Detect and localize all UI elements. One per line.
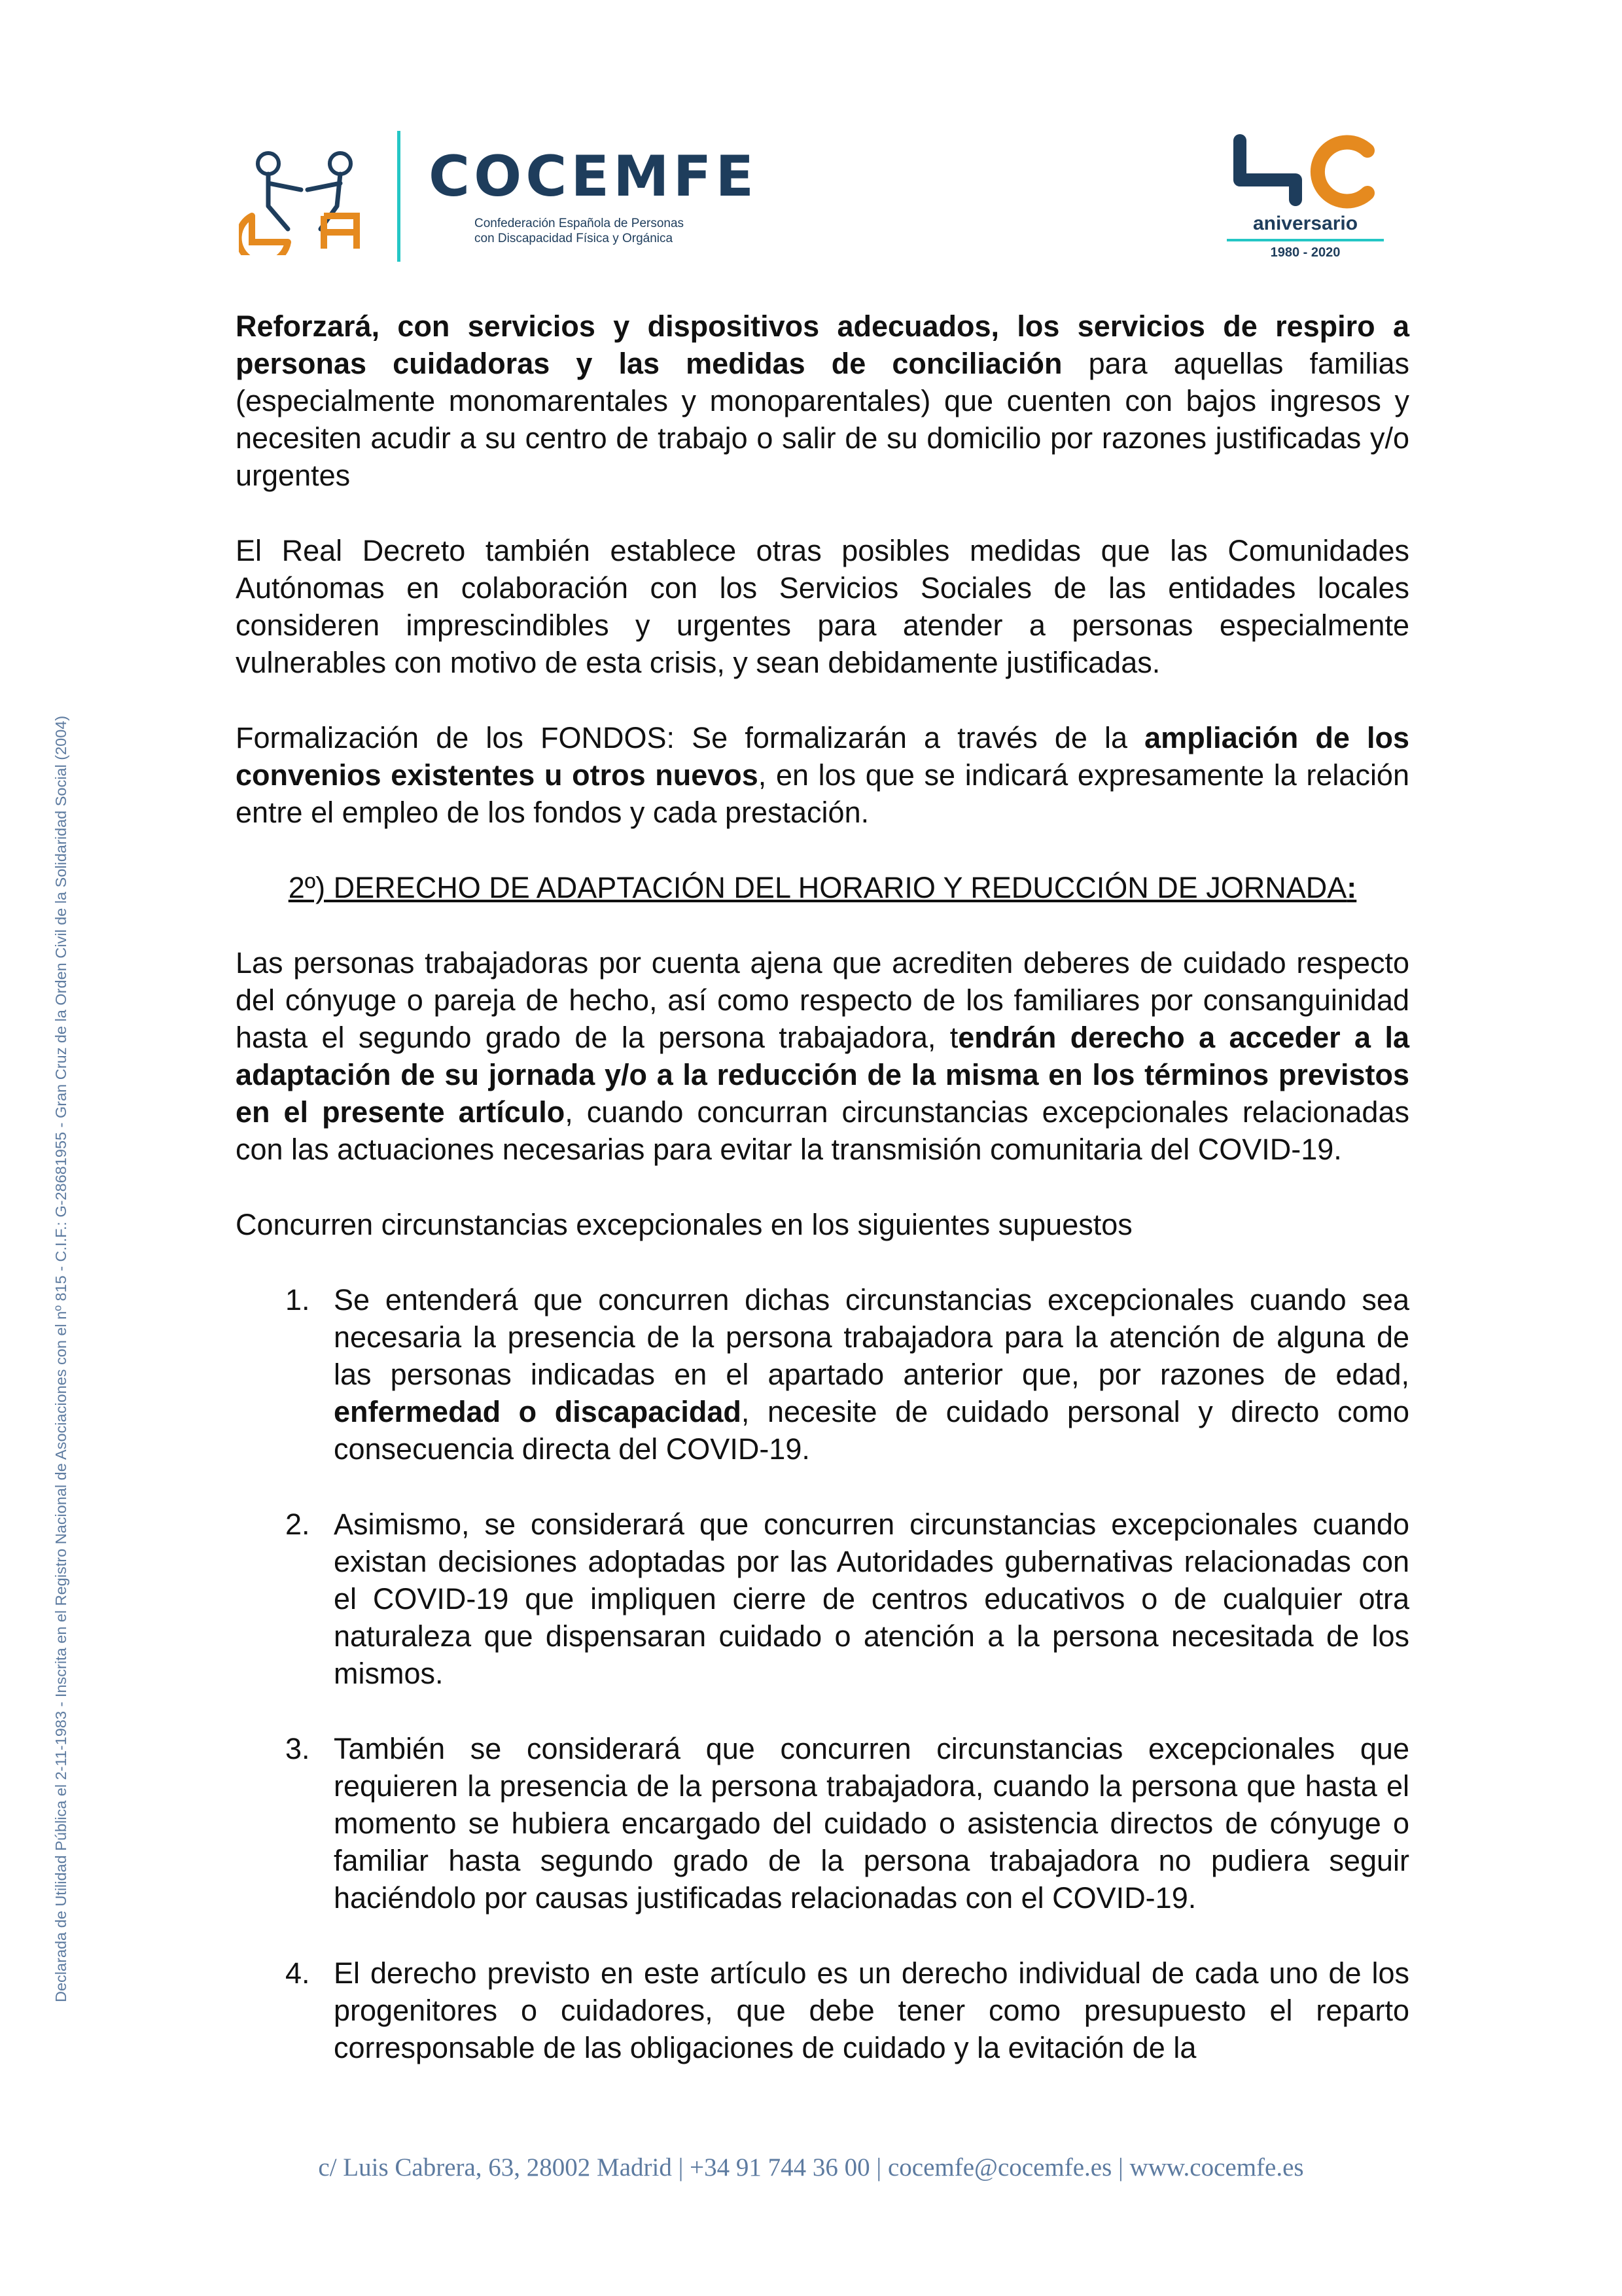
list-number: 3. [285,1732,310,1765]
anniversary-years: 1980 - 2020 [1270,245,1341,260]
text: para aquellas familias (especialmente monomarentales y monoparentales) que cuenten con bajos ingresos y necesiten acudir a su centro de trabajo o salir de su domicilio por razones justificadas y/o urgentes [236,347,1409,492]
text: , necesite de cuidado personal y directo como consecuencia directa del COVID-19. [334,1395,1409,1466]
section-heading [236,869,1409,906]
list-number: 4. [285,1956,310,1990]
paragraph: El Real Decreto también establece otras posibles medidas que las Comunidades Autónomas en colaboración con los Servicios Sociales de las entidades locales consideren imprescindibles y urgentes para atender a personas especialmente vulnerables con motivo de esta crisis, y sean debidamente justificadas. [236,534,1409,679]
list-number: 1. [285,1283,310,1316]
text: También se considerará que concurren circunstancias excepcionales que requieren la presencia de la persona trabajadora, cuando la persona que hasta el momento se hubiera encargado del cuidado o asistencia directos de cónyuge o familiar hasta segundo grado de la persona trabajadora no pudiera seguir haciéndolo por causas justificadas relacionadas con el COVID-19. [334,1732,1409,1915]
bold-text: endrán derecho a acceder a la adaptación de su jornada y/o a la reducción de la misma en los términos previstos en el presente artículo [236,1021,1409,1129]
paragraph [236,944,1409,1168]
subtitle-line: con Discapacidad Física y Orgánica [474,232,673,245]
heading-text: 2º) DERECHO DE ADAPTACIÓN DEL HORARIO Y REDUCCIÓN DE JORNADA [288,871,1347,904]
list-number: 2. [285,1508,310,1541]
list-item [236,1954,1409,2066]
organization-name: COCEMFE [429,144,758,209]
bold-text: Reforzará, con servicios y dispositivos adecuados, los servicios de respiro a personas cuidadoras y las medidas de conciliación [236,309,1409,380]
paragraph: Concurren circunstancias excepcionales en los siguientes supuestos [236,1208,1133,1241]
text: , cuando concurran circunstancias excepcionales relacionadas con las actuaciones necesarias para evitar la transmisión comunitaria del COVID-19. [236,1095,1409,1166]
text: Formalización de los FONDOS: Se formalizarán a través de la [236,721,1145,754]
list-item [236,1281,1409,1468]
bold-text: enfermedad o discapacidad [334,1395,741,1428]
bold-text: ampliación de los convenios existentes u otros nuevos [236,721,1409,792]
list-item [236,1730,1409,1916]
logo-divider [397,131,400,262]
contact-footer: c/ Luis Cabrera, 63, 28002 Madrid | +34 91 744 36 00 | cocemfe@cocemfe.es | www.cocemfe.es [318,2153,1304,2181]
document-body [236,308,1409,2104]
subtitle-line: Confederación Española de Personas [474,217,684,230]
organization-subtitle [474,216,749,246]
text: , en los que se indicará expresamente la relación entre el empleo de los fondos y cada prestación. [236,758,1409,829]
text: Asimismo, se considerará que concurren circunstancias excepcionales cuando existan decisiones adoptadas por las Autoridades gubernativas relacionadas con el COVID-19 que impliquen cierre de centros educativos o de cualquier otra naturaleza que dispensaran cuidado o atención a la persona necesitada de los mismos. [334,1508,1409,1690]
text: Las personas trabajadoras por cuenta ajena que acrediten deberes de cuidado respecto del cónyuge o pareja de hecho, así como respecto de los familiares por consanguinidad hasta el segundo grado de la persona trabajadora, t [236,946,1409,1054]
heading-colon: : [1347,871,1357,904]
forty-mark-icon [1214,131,1397,209]
people-figures-icon [239,144,370,255]
text: Se entenderá que concurren dichas circunstancias excepcionales cuando sea necesaria la presencia de la persona trabajadora para la atención de alguna de las personas indicadas en el apartado anterior que, por razones de edad, [334,1283,1409,1391]
text: El derecho previsto en este artículo es un derecho individual de cada uno de los progenitores o cuidadores, que debe tener como presupuesto el reparto corresponsable de las obligaciones de cuidado y la evitación de la [334,1956,1409,2064]
anniversary-word: aniversario [1252,213,1358,234]
list-item [236,1506,1409,1692]
paragraph [236,308,1409,494]
legal-side-note: Declarada de Utilidad Pública el 2-11-1983 - Inscrita en el Registro Nacional de Asociaciones con el nº 815 - C.I.F.: G-28681955 - Gran Cruz de la Orden Civil de la Solidaridad Social (2004) [52,715,69,2002]
cocemfe-logo [239,131,758,268]
anniversary-rule [1227,239,1384,241]
paragraph [236,719,1409,831]
numbered-list [236,1281,1409,2066]
anniversary-logo [1214,131,1397,268]
